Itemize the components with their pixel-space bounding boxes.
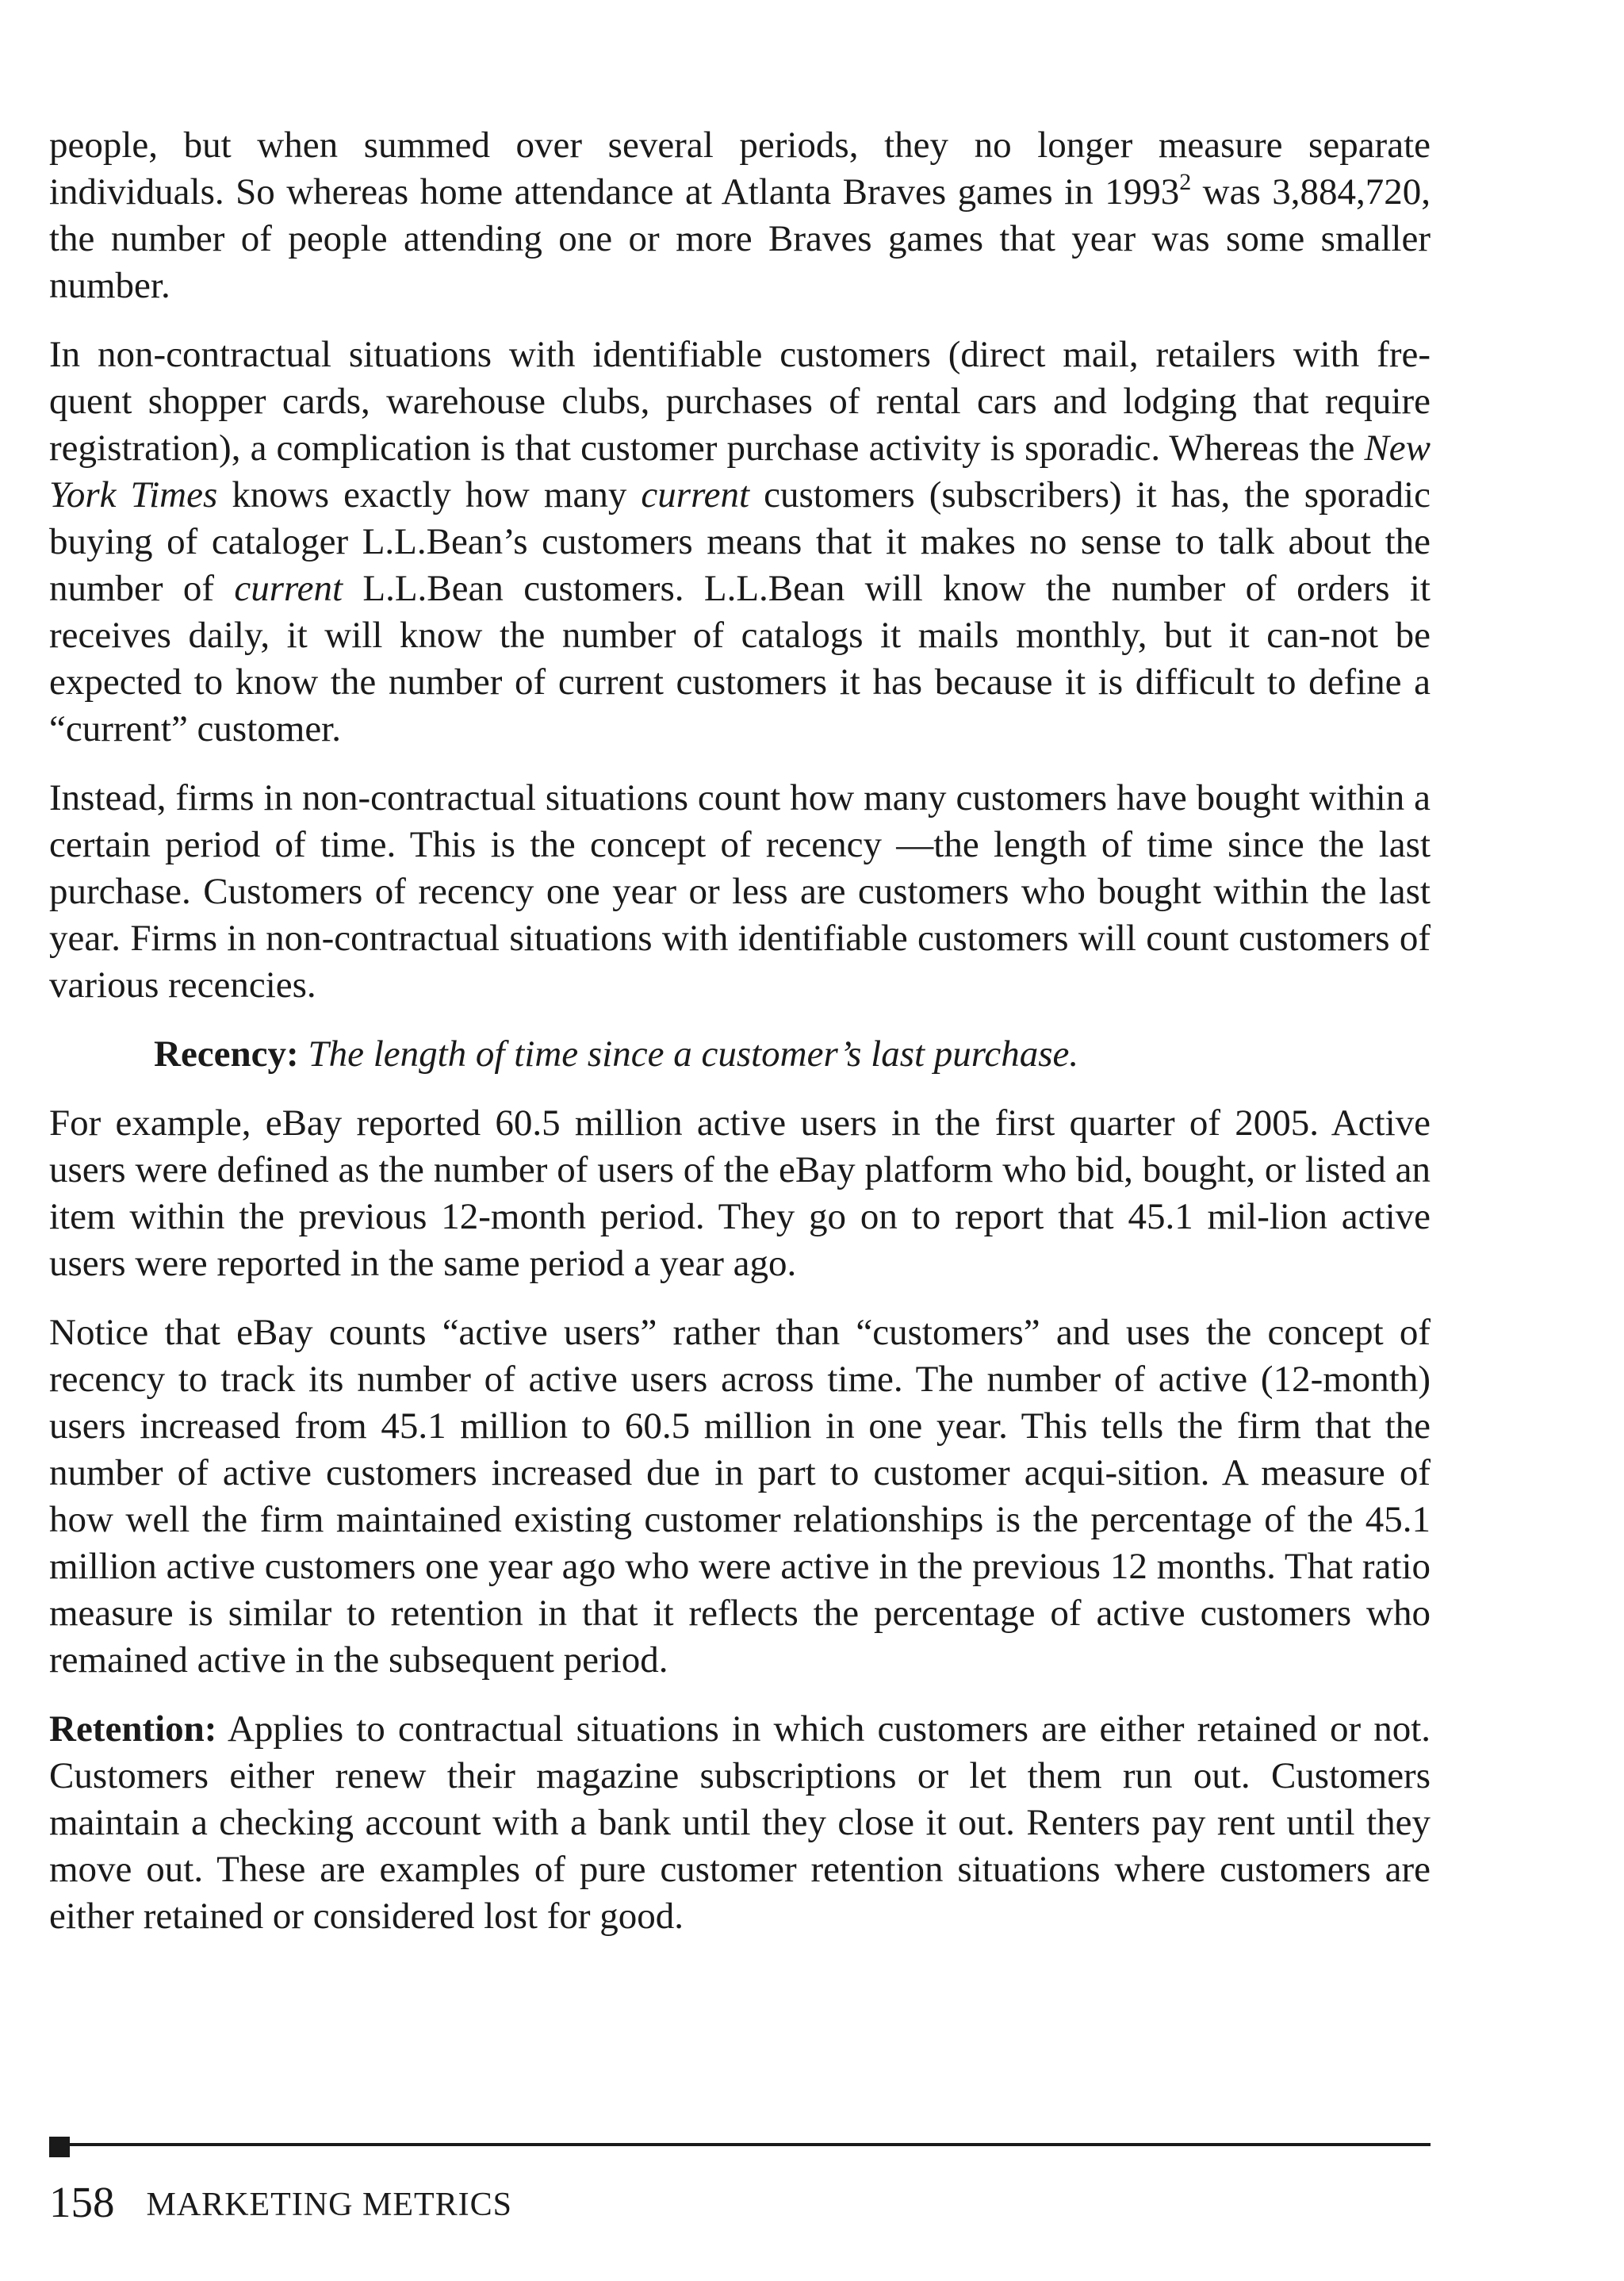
italic-text: New York Times (49, 427, 1431, 516)
paragraph-text: was 3,884,720, the number of people attending one or more Braves games that year was some smaller number. (49, 171, 1431, 306)
italic-text: current (641, 474, 750, 516)
footnote-reference: 2 (1179, 169, 1192, 195)
paragraph-text: In non-contractual situations with identifiable customers (direct mail, retailers with fre-quent shopper cards, warehouse clubs, purchases of rental cars and lodging that require registration), a complication is that customer purchase activity is sporadic. Whereas the (49, 334, 1431, 469)
retention-term: Retention: (49, 1708, 217, 1750)
running-head: MARKETING METRICS (146, 2187, 513, 2223)
paragraph-text: Notice that eBay counts “active users” rather than “customers” and uses the concept of recency to track its number of active users across time. The number of active (12-month) users increased from 45.1 million to 60.5 million in one year. This tells the firm that the number of active customers increased due in part to customer acqui-sition. A measure of how well the firm maintained existing customer relationships is the percentage of the 45.1 million active customers one year ago who were active in the previous 12 months. That ratio measure is similar to retention in that it reflects the percentage of active customers who remained active in the subsequent period. (49, 1312, 1431, 1681)
paragraph-text: customers (subscribers) it has, the sporadic buying of cataloger L.L.Bean’s customers means that it makes no sense to talk about the number of (49, 474, 1431, 609)
paragraph-text: For example, eBay reported 60.5 million active users in the first quarter of 2005. Active users were defined as the number of users of the eBay platform who bid, bought, or listed an item within the previous 12-month period. They go on to report that 45.1 mil-lion active users were reported in the same period a year ago. (49, 1102, 1431, 1284)
paragraph-text: L.L.Bean customers. L.L.Bean will know the number of orders it receives daily, it will know the number of catalogs it mails monthly, but it can-not be expected to know the number of current customers it has because it is difficult to define a “current” customer. (49, 568, 1431, 749)
paragraph-text: knows exactly how many (217, 474, 642, 516)
paragraph-active-users (49, 1309, 1431, 1684)
paragraph-text: Applies to contractual situations in which customers are either retained or not. Customers either renew their magazine subscriptions or let them run out. Customers maintain a checking account with a bank until they close it out. Renters pay rent until they move out. These are examples of pure customer retention situations where customers are either retained or considered lost for good. (49, 1708, 1431, 1937)
page-number: 158 (49, 2178, 115, 2226)
paragraph-ebay-example (49, 1100, 1431, 1287)
paragraph-retention (49, 1706, 1431, 1940)
page-body (49, 122, 1431, 1962)
paragraph-text: Instead, firms in non-contractual situations count how many customers have bought within a certain period of time. This is the concept of recency —the length of time since the last purchase. Customers of recency one year or less are customers who bought within the last year. Firms in non-contractual situations with identifiable customers will count customers of various recencies. (49, 777, 1431, 1006)
footer-square-marker (49, 2137, 70, 2157)
page-footer (49, 2176, 512, 2231)
paragraph-braves-attendance (49, 122, 1431, 309)
italic-text: current (234, 568, 343, 609)
footer-rule (49, 2143, 1431, 2146)
paragraph-non-contractual (49, 332, 1431, 753)
definition-term: Recency: (154, 1033, 299, 1075)
definition-text: The length of time since a customer’s last purchase. (298, 1033, 1079, 1075)
paragraph-recency-concept (49, 775, 1431, 1009)
paragraph-text: people, but when summed over several periods, they no longer measure separate individuals. So whereas home attendance at Atlanta Braves games in 1993 (49, 125, 1431, 213)
recency-definition (49, 1031, 1431, 1078)
